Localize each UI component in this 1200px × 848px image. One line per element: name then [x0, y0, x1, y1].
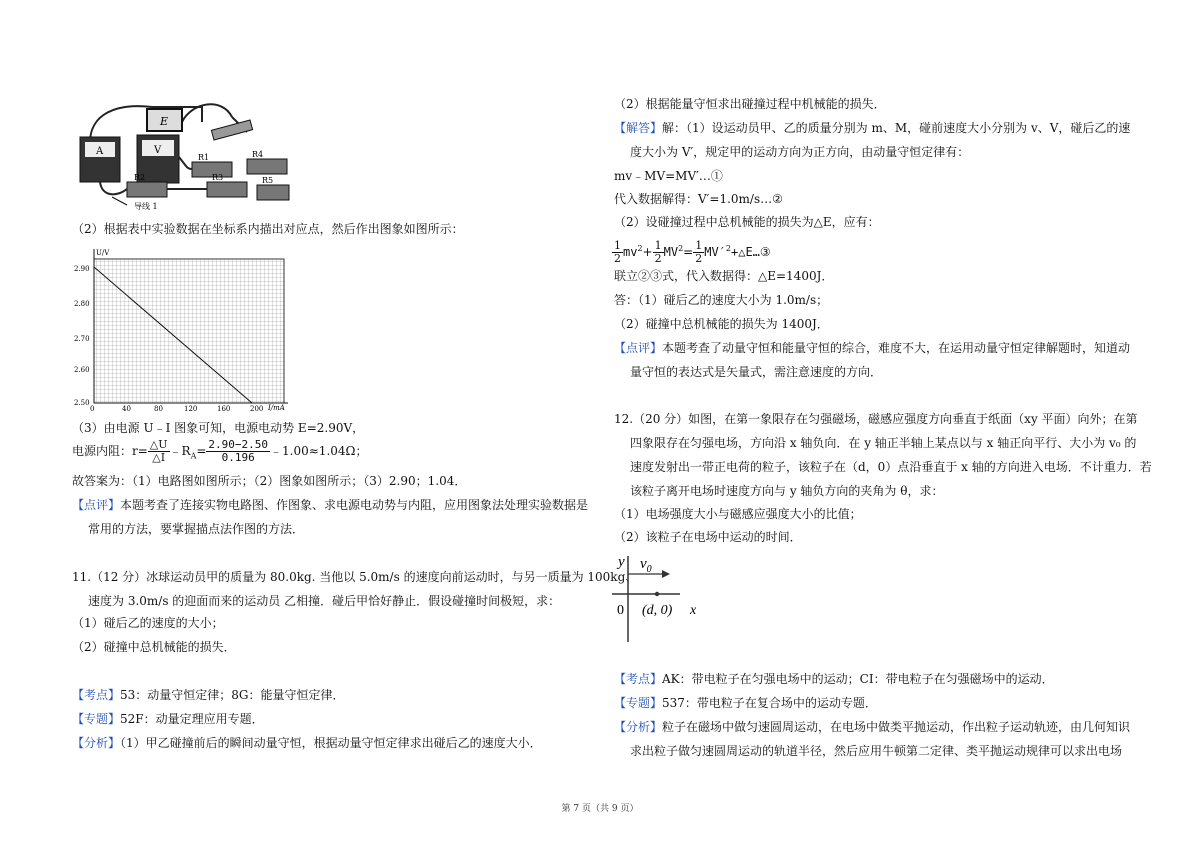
x-tick: 0	[90, 405, 95, 413]
x-tick: 200	[250, 405, 264, 413]
circuit-diagram	[72, 97, 292, 212]
dianping-line	[614, 339, 1130, 357]
fenxi-text: 粒子在磁场中做匀速圆周运动，在电场中做类平抛运动，作出粒子运动轨迹，由几何知识	[662, 720, 1131, 734]
text-line: 度大小为 V′，规定甲的运动方向为正方向，由动量守恒定律有：	[630, 145, 970, 159]
formula-text: =	[196, 444, 207, 458]
zhuanti-text: 52F：动量定理应用专题．	[120, 712, 264, 726]
section-tag: 【专题】	[72, 712, 121, 726]
text-line: 答：（1）碰后乙的速度大小为 1.0m/s；	[614, 293, 829, 307]
section-tag: 【考点】	[614, 672, 663, 686]
text-line: （2）碰撞中总机械能的损失．	[72, 640, 236, 654]
resistor-r4	[247, 159, 287, 174]
text-line: 求出粒子做匀速圆周运动的轨道半径，然后应用牛顿第二定律、类平抛运动规律可以求出电场	[630, 744, 1123, 758]
text-line: 速度发射出一带正电荷的粒子，该粒子在（d，0）点沿垂直于 x 轴的方向进入电场．不计重力．若	[630, 460, 1152, 474]
subscript: A	[190, 451, 197, 461]
zhuanti-text: 537：带电粒子在复合场中的运动专题．	[662, 696, 877, 710]
denominator: 0.196	[221, 451, 255, 464]
v0-label: $v_0$	[640, 556, 652, 575]
r3-label: R3	[212, 173, 224, 182]
x-axis-label: I/mA	[268, 404, 285, 412]
y-tick: 2.80	[74, 300, 90, 308]
text-line: 常用的方法，要掌握描点法作图的方法．	[88, 522, 305, 536]
formula-text: ﹣R	[169, 444, 191, 458]
section-tag: 【分析】	[614, 720, 663, 734]
resistor-r3	[207, 182, 247, 197]
jieda-text: 解：（1）设运动员甲、乙的质量分别为 m、M，碰前速度大小分别为 v、V，碰后乙的速	[662, 121, 1131, 135]
eq-term: MV	[663, 245, 679, 259]
y-tick: 2.60	[74, 366, 90, 374]
formula-text: 电源内阻：r=	[72, 444, 148, 458]
y-label: y	[618, 554, 625, 570]
point-d	[655, 592, 659, 596]
denominator: △I	[152, 451, 166, 464]
text-line: 代入数据解得：V′=1.0m/s…②	[614, 192, 783, 206]
zhuanti-line	[72, 710, 264, 728]
eq-term: MV′	[704, 245, 726, 259]
fraction	[206, 439, 270, 464]
r2-label: R2	[134, 173, 146, 182]
r1-label: R1	[198, 153, 210, 162]
kaodian-text: 53：动量守恒定律；8G：能量守恒定律．	[120, 688, 345, 702]
y-tick: 2.90	[74, 265, 90, 273]
fraction-half	[653, 240, 664, 265]
text-line: （2）设碰撞过程中总机械能的损失为△E，应有：	[614, 215, 880, 229]
x-tick: 80	[154, 405, 163, 413]
denominator: 2	[654, 252, 662, 265]
question-12: 12.（20 分）如图，在第一象限存在匀强磁场，磁感应强度方向垂直于纸面（xy 平面）向外；在第	[614, 412, 1138, 426]
text-line: 该粒子离开电场时速度方向与 y 轴负方向的夹角为 θ，求：	[630, 484, 944, 498]
text-line: （2）该粒子在电场中运动的时间．	[614, 530, 802, 544]
r4-label: R4	[252, 150, 264, 159]
section-tag: 【点评】	[72, 498, 121, 512]
eq-term: mv	[623, 245, 638, 259]
eq-op: =	[683, 245, 694, 259]
text-line: （1）电场强度大小与磁感应强度大小的比值；	[614, 507, 862, 521]
text-line: （3）由电源 U﹣I 图象可知，电源电动势 E=2.90V，	[72, 421, 365, 435]
resistor-r2	[127, 182, 167, 197]
numerator: 1	[695, 239, 703, 252]
x-tick: 40	[122, 405, 131, 413]
numerator: △U	[149, 438, 168, 451]
numerator: 1	[654, 239, 662, 252]
page-footer: 第 7 页（共 9 页）	[561, 804, 639, 814]
resistor-r5	[257, 185, 289, 200]
denominator: 2	[614, 252, 621, 265]
fraction	[148, 439, 170, 464]
section-tag: 【分析】	[72, 736, 121, 750]
r5-label: R5	[262, 176, 274, 185]
section-tag: 【解答】	[614, 121, 663, 135]
y-tick: 2.70	[74, 335, 90, 343]
ui-graph	[72, 245, 292, 413]
coordinate-figure	[612, 550, 712, 645]
numerator: 2.90−2.50	[208, 438, 269, 451]
formula-line	[72, 436, 367, 471]
text-line: 速度为 3.0m/s 的迎面而来的运动员 乙相撞．碰后甲恰好静止．假设碰撞时间极短，求：	[88, 594, 561, 608]
text-line: （2）碰撞中总机械能的损失为 1400J．	[614, 317, 829, 331]
text-line: 四象限存在匀强电场，方向沿 x 轴负向．在 y 轴正半轴上某点以与 x 轴正向平行、大小为 v₀ 的	[630, 436, 1137, 450]
kaodian-text: AK：带电粒子在匀强电场中的运动；CI：带电粒子在匀强磁场中的运动．	[662, 672, 1054, 686]
fraction-half	[693, 240, 704, 265]
fenxi-line	[614, 718, 1130, 736]
ammeter-label: A	[96, 146, 104, 157]
comment-text: 本题考查了连接实物电路图、作图象、求电源电动势与内阻，应用图象法处理实验数据是	[120, 498, 589, 512]
y-axis-label: U/V	[96, 249, 110, 257]
kaodian-line	[614, 670, 1054, 688]
section-tag: 【点评】	[614, 341, 663, 355]
text-line: 联立②③式，代入数据得：△E=1400J．	[614, 269, 834, 283]
text-line: （2）根据能量守恒求出碰撞过程中机械能的损失．	[614, 97, 886, 111]
voltmeter-label: V	[154, 145, 162, 156]
zhuanti-line	[614, 694, 877, 712]
circuit-caption: 导线 1	[134, 202, 158, 211]
eq-term: +△E…③	[731, 245, 771, 259]
text-line: 量守恒的表达式是矢量式，需注意速度的方向．	[630, 365, 883, 379]
question-11: 11.（12 分）冰球运动员甲的质量为 80.0kg. 当他以 5.0m/s 的速度向前运动时，与另一质量为 100kg、	[72, 570, 638, 584]
kaodian-line	[72, 686, 345, 704]
x-tick: 160	[217, 405, 231, 413]
dianping-text: 本题考查了动量守恒和能量守恒的综合，难度不大，在运用动量守恒定律解题时，知道动	[662, 341, 1131, 355]
numerator: 1	[614, 239, 621, 252]
text-line: （1）碰后乙的速度的大小；	[72, 616, 224, 630]
text-line: mv﹣MV=MV′…①	[614, 169, 723, 183]
fenxi-line	[72, 734, 542, 752]
jieda-line	[614, 119, 1130, 137]
fenxi-text: （1）甲乙碰撞前后的瞬间动量守恒，根据动量守恒定律求出碰后乙的速度大小．	[120, 736, 542, 750]
text-line: 故答案为：（1）电路图如图所示；（2）图象如图所示；（3）2.90；1.04．	[72, 474, 467, 488]
denominator: 2	[695, 252, 703, 265]
x-label: x	[690, 603, 697, 618]
x-tick: 120	[184, 405, 198, 413]
exponent: 2	[637, 244, 643, 253]
energy-equation	[612, 234, 771, 267]
formula-text: ﹣1.00≈1.04Ω；	[270, 444, 368, 458]
fraction-half	[612, 240, 623, 265]
origin-label: 0	[617, 603, 624, 618]
battery-label: E	[160, 115, 169, 128]
text-line: （2）根据表中实验数据在坐标系内描出对应点，然后作出图象如图所示：	[72, 222, 464, 236]
y-tick: 2.50	[74, 399, 90, 407]
section-tag: 【考点】	[72, 688, 121, 702]
section-tag: 【专题】	[614, 696, 663, 710]
exponent: 2	[678, 244, 684, 253]
exponent: 2	[725, 244, 731, 253]
comment-line	[72, 496, 588, 514]
eq-op: +	[642, 245, 653, 259]
point-label: (d, 0)	[642, 603, 673, 618]
